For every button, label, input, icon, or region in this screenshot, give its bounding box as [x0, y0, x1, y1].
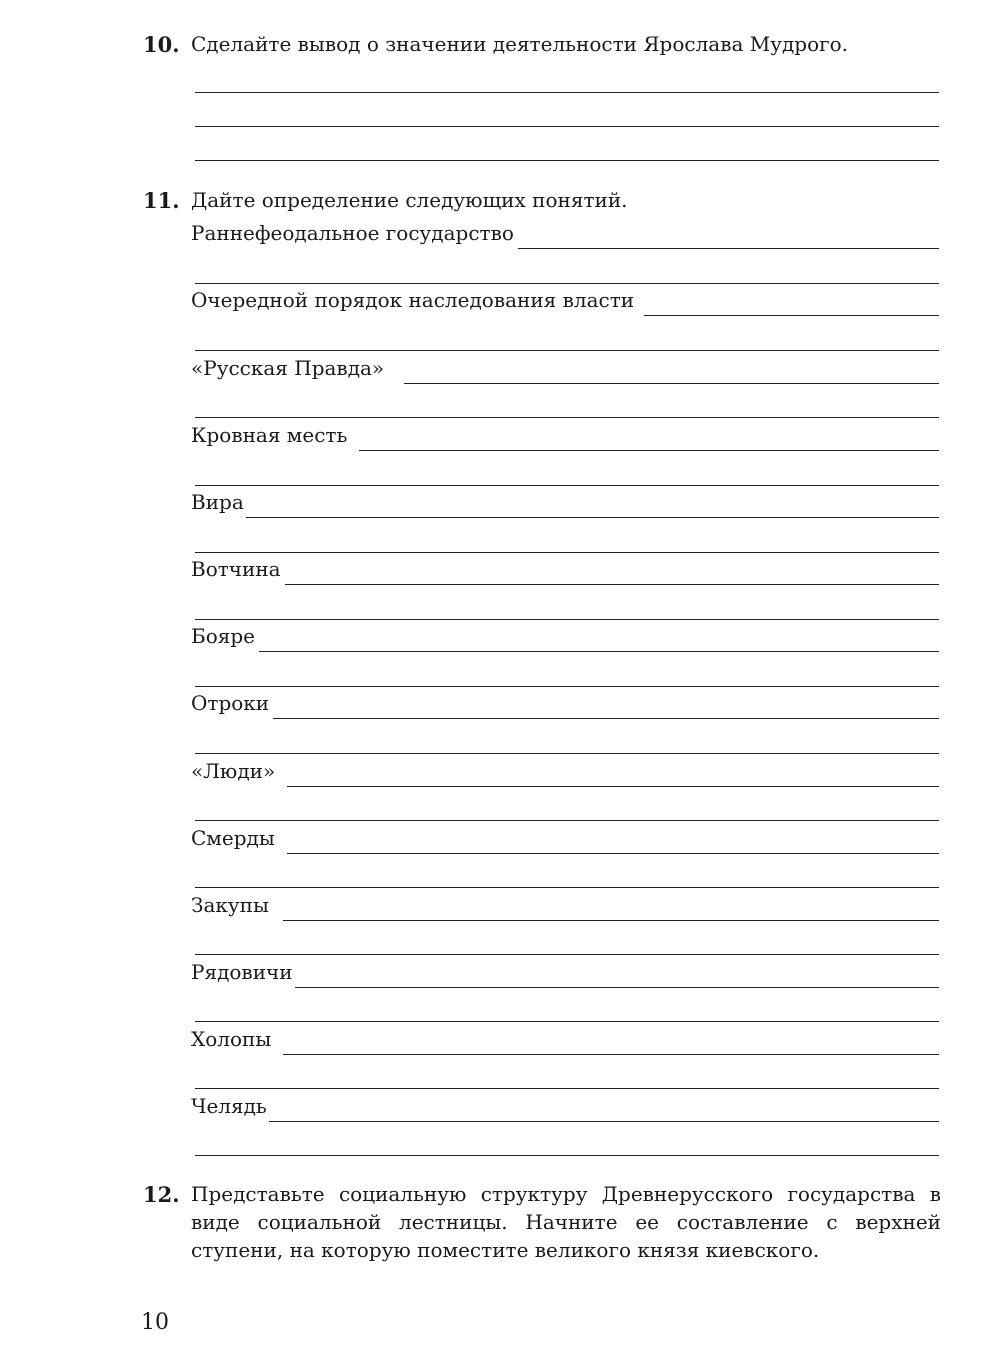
- term-answer-line[interactable]: [195, 887, 939, 888]
- q10-answer-line-2[interactable]: [195, 126, 939, 127]
- q12-number: 12.: [143, 1182, 180, 1207]
- q12-text: Представьте социальную структуру Древнерусского государства в виде социальной лестницы. Начните ее составление с верхней ступени, на которую поместите великого князя киевского.: [191, 1182, 941, 1262]
- term-answer-field[interactable]: [518, 226, 939, 249]
- term-row: [191, 1090, 939, 1122]
- term-row: [191, 352, 939, 384]
- term-label: Кровная месть: [191, 423, 348, 447]
- term-answer-line[interactable]: [195, 417, 939, 418]
- term-answer-line[interactable]: [195, 350, 939, 351]
- term-answer-field[interactable]: [283, 898, 939, 921]
- q10-answer-line-1[interactable]: [195, 92, 939, 93]
- term-answer-line[interactable]: [195, 954, 939, 955]
- term-row: [191, 620, 939, 652]
- term-answer-field[interactable]: [644, 293, 939, 316]
- term-row: [191, 217, 939, 249]
- term-answer-field[interactable]: [359, 428, 939, 451]
- term-answer-field[interactable]: [259, 629, 939, 652]
- term-label: «Люди»: [191, 759, 276, 783]
- term-label: Вотчина: [191, 557, 281, 581]
- q10-text: Сделайте вывод о значении деятельности Ярослава Мудрого.: [191, 32, 849, 56]
- term-answer-field[interactable]: [287, 831, 939, 854]
- term-row: [191, 553, 939, 585]
- q10-answer-line-3[interactable]: [195, 160, 939, 161]
- term-label: Вира: [191, 490, 244, 514]
- term-label: Раннефеодальное государство: [191, 221, 514, 245]
- term-row: [191, 822, 939, 854]
- q11-number: 11.: [143, 188, 180, 213]
- term-label: Очередной порядок наследования власти: [191, 288, 635, 312]
- q11-text: Дайте определение следующих понятий.: [191, 188, 628, 212]
- term-row: [191, 956, 939, 988]
- term-answer-line[interactable]: [195, 820, 939, 821]
- term-row: [191, 419, 939, 451]
- term-answer-field[interactable]: [273, 696, 939, 719]
- term-row: [191, 889, 939, 921]
- page-number: 10: [141, 1310, 169, 1335]
- term-label: Отроки: [191, 691, 270, 715]
- term-answer-field[interactable]: [283, 1032, 939, 1055]
- term-row: [191, 486, 939, 518]
- term-row: [191, 284, 939, 316]
- term-label: Бояре: [191, 624, 255, 648]
- term-label: Челядь: [191, 1094, 267, 1118]
- term-label: Холопы: [191, 1027, 272, 1051]
- term-answer-field[interactable]: [404, 361, 939, 384]
- term-label: Рядовичи: [191, 960, 293, 984]
- term-label: Закупы: [191, 893, 269, 917]
- term-label: «Русская Правда»: [191, 356, 385, 380]
- term-row: [191, 755, 939, 787]
- term-row: [191, 687, 939, 719]
- term-answer-line[interactable]: [195, 1155, 939, 1156]
- term-answer-field[interactable]: [246, 495, 939, 518]
- term-answer-field[interactable]: [269, 1099, 939, 1122]
- term-answer-field[interactable]: [295, 965, 939, 988]
- term-answer-field[interactable]: [285, 562, 939, 585]
- term-label: Смерды: [191, 826, 275, 850]
- term-answer-line[interactable]: [195, 753, 939, 754]
- term-answer-line[interactable]: [195, 1088, 939, 1089]
- term-answer-line[interactable]: [195, 1021, 939, 1022]
- term-answer-field[interactable]: [287, 764, 939, 787]
- term-row: [191, 1023, 939, 1055]
- q10-number: 10.: [143, 32, 180, 57]
